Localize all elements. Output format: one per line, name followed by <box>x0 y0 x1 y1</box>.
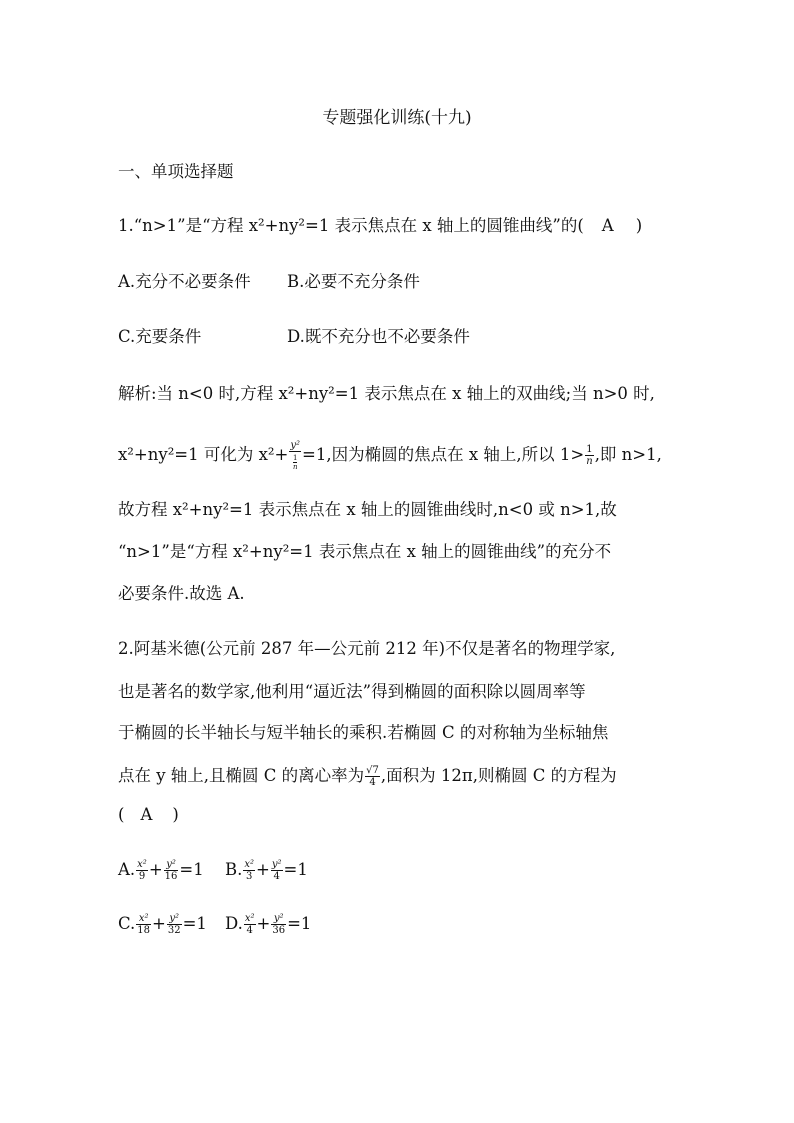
fraction-numerator: y² <box>290 440 301 451</box>
q1-analysis-line-5: 必要条件.故选 A. <box>118 584 245 603</box>
q1-stem <box>118 214 642 238</box>
q1-analysis-text-2b: =1,因为椭圆的焦点在 x 轴上,所以 1> <box>302 445 585 464</box>
fraction-numerator: √7 <box>366 765 379 776</box>
q2-option-a <box>118 858 204 882</box>
nested-fraction <box>293 454 298 471</box>
equals-one: =1 <box>283 860 308 879</box>
fraction-denominator: 4 <box>369 777 376 788</box>
fraction-denominator: 3 <box>246 871 253 882</box>
fraction-denominator: 18 <box>137 925 151 936</box>
fraction-denominator: 16 <box>164 871 178 882</box>
q1-answer: A <box>601 216 614 235</box>
q1-analysis-line-4: “n>1”是“方程 x²+ny²=1 表示焦点在 x 轴上的圆锥曲线”的充分不 <box>118 542 612 561</box>
fraction-numerator: y² <box>167 913 182 925</box>
q1-option-b: B.必要不充分条件 <box>287 272 420 291</box>
q1-stem-text: 1.“n>1”是“方程 x²+ny²=1 表示焦点在 x 轴上的圆锥曲线”的( <box>118 216 584 235</box>
q2-close-paren: ) <box>172 805 179 824</box>
fraction-numerator: 1 <box>586 444 593 455</box>
fraction <box>243 859 255 882</box>
q1-analysis-line-3: 故方程 x²+ny²=1 表示焦点在 x 轴上的圆锥曲线时,n<0 或 n>1,故 <box>118 500 617 519</box>
option-label: A. <box>118 860 136 879</box>
fraction-numerator: x² <box>244 913 255 924</box>
plus-sign: + <box>256 860 270 879</box>
option-label: C. <box>118 914 136 933</box>
option-label: D. <box>225 914 243 933</box>
q1-close-paren: ) <box>635 216 643 235</box>
fraction <box>271 859 283 882</box>
q2-open-paren: ( <box>118 805 125 824</box>
fraction-denominator: 36 <box>272 925 286 936</box>
fraction-y2-over-1n <box>289 440 301 471</box>
equals-one: =1 <box>179 860 204 879</box>
q2-text-4a: 点在 y 轴上,且椭圆 C 的离心率为 <box>118 766 365 785</box>
plus-sign: + <box>256 914 271 933</box>
nested-fraction-numerator: 1 <box>292 454 298 462</box>
fraction-denominator: 4 <box>273 871 280 882</box>
nested-fraction-denominator: n <box>292 463 298 471</box>
equals-one: =1 <box>287 914 312 933</box>
fraction-numerator: y² <box>271 859 282 870</box>
fraction-sqrt7-over-4 <box>365 765 380 788</box>
fraction-denominator: n <box>586 456 593 467</box>
q1-option-a: A.充分不必要条件 <box>118 272 251 291</box>
page-title: 专题强化训练(十九) <box>322 108 472 128</box>
fraction <box>271 913 286 936</box>
fraction-numerator: x² <box>137 859 147 870</box>
q1-analysis-text-2c: ,即 n>1, <box>594 445 662 464</box>
fraction-denominator: 9 <box>138 871 146 882</box>
q2-answer-line <box>118 803 179 827</box>
fraction <box>244 913 256 936</box>
fraction-numerator: x² <box>136 913 151 925</box>
q1-option-d: D.既不充分也不必要条件 <box>287 327 470 346</box>
plus-sign: + <box>148 860 163 879</box>
plus-sign: + <box>152 914 166 933</box>
fraction-denominator <box>289 452 301 471</box>
q2-option-c <box>118 912 207 936</box>
fraction-numerator: x² <box>244 859 255 870</box>
fraction <box>136 859 148 882</box>
fraction-denominator: 4 <box>246 925 253 936</box>
q1-analysis-text-2a: x²+ny²=1 可化为 x²+ <box>118 445 289 464</box>
fraction-denominator: 32 <box>167 925 181 936</box>
q1-option-c: C.充要条件 <box>118 327 202 346</box>
q1-analysis-line-1: 解析:当 n<0 时,方程 x²+ny²=1 表示焦点在 x 轴上的双曲线;当 n>0 时, <box>118 384 655 403</box>
q2-line-1: 2.阿基米德(公元前 287 年—公元前 212 年)不仅是著名的物理学家, <box>118 639 616 658</box>
q2-option-b <box>225 858 308 882</box>
q2-option-d <box>225 912 311 936</box>
q1-analysis-line-2 <box>118 440 662 471</box>
q2-text-4b: ,面积为 12π,则椭圆 C 的方程为 <box>380 766 617 785</box>
fraction-1-over-n <box>585 444 593 467</box>
q2-line-4 <box>118 764 617 788</box>
q2-answer: A <box>140 805 153 824</box>
equals-one: =1 <box>182 914 207 933</box>
section-heading: 一、单项选择题 <box>118 162 234 181</box>
fraction-numerator: y² <box>271 913 286 925</box>
fraction <box>164 859 179 882</box>
q2-line-3: 于椭圆的长半轴长与短半轴长的乘积.若椭圆 C 的对称轴为坐标轴焦 <box>118 723 609 742</box>
fraction-numerator: y² <box>164 859 179 871</box>
fraction <box>167 913 182 936</box>
fraction <box>136 913 151 936</box>
q2-line-2: 也是著名的数学家,他利用“逼近法”得到椭圆的面积除以圆周率等 <box>118 682 586 701</box>
option-label: B. <box>225 860 243 879</box>
